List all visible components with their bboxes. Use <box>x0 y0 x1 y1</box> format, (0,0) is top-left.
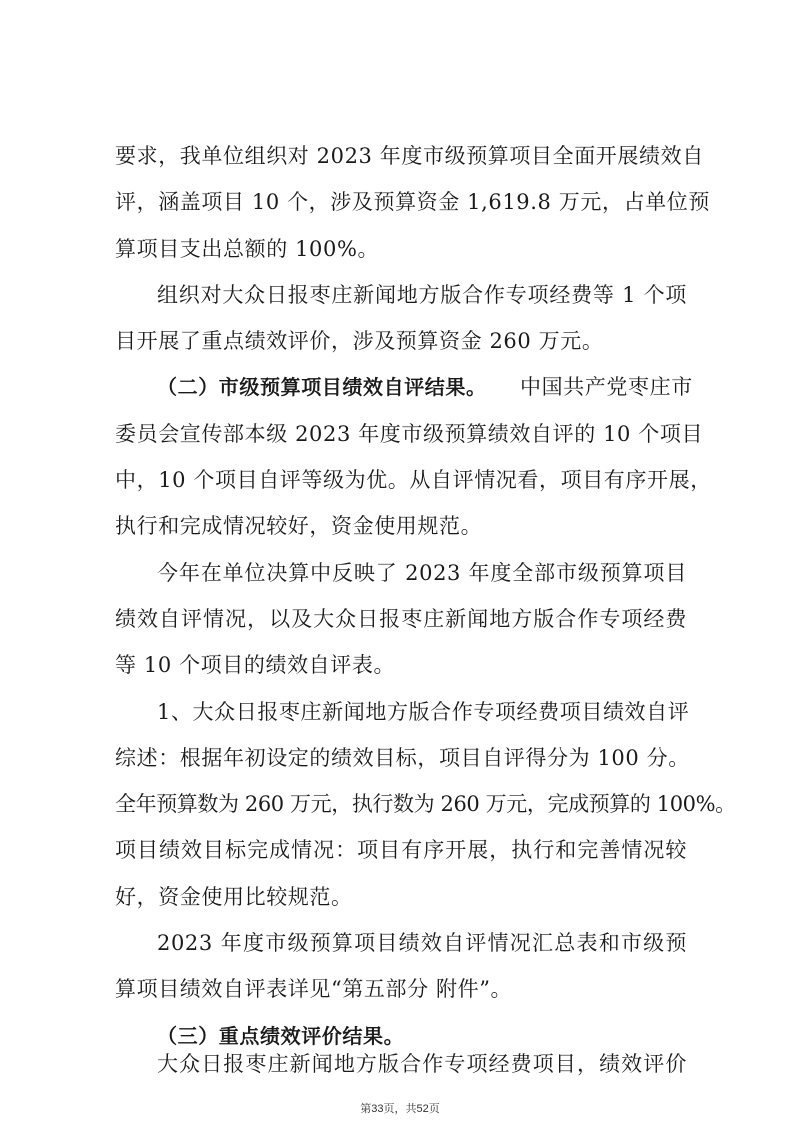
paragraph-line: 评，涵盖项目 10 个，涉及预算资金 1,619.8 万元，占单位预 <box>115 190 710 215</box>
paragraph-line: 委员会宣传部本级 2023 年度市级预算绩效自评的 10 个项目 <box>115 421 704 446</box>
paragraph-line: 目开展了重点绩效评价，涉及预算资金 260 万元。 <box>115 329 604 354</box>
paragraph-line: 今年在单位决算中反映了 2023 年度全部市级预算项目 <box>157 560 687 585</box>
section-heading: （三）重点绩效评价结果。 <box>157 1023 405 1048</box>
paragraph-line: 1、大众日报枣庄新闻地方版合作专项经费项目绩效自评 <box>157 699 690 724</box>
paragraph-line: 组织对大众日报枣庄新闻地方版合作专项经费等 1 个项 <box>157 282 687 307</box>
paragraph-line: 算项目支出总额的 100%。 <box>115 236 380 261</box>
paragraph-line: 绩效自评情况，以及大众日报枣庄新闻地方版合作专项经费 <box>115 606 687 631</box>
paragraph-line: 2023 年度市级预算项目绩效自评情况汇总表和市级预 <box>157 931 687 955</box>
paragraph-line: 综述：根据年初设定的绩效目标，项目自评得分为 100 分。 <box>115 745 690 770</box>
paragraph-line: 执行和完成情况较好，资金使用规范。 <box>115 514 483 539</box>
section-heading: （二）市级预算项目绩效自评结果。 <box>157 375 487 400</box>
paragraph-line: 全年预算数为 260 万元，执行数为 260 万元，完成预算的 100%。 <box>115 792 736 817</box>
paragraph-line: 要求，我单位组织对 2023 年度市级预算项目全面开展绩效自 <box>115 144 704 168</box>
paragraph-line: 中，10 个项目自评等级为优。从自评情况看，项目有序开展， <box>115 468 712 493</box>
paragraph-line: 好，资金使用比较规范。 <box>115 884 353 909</box>
paragraph-line: 中国共产党枣庄市 <box>520 375 693 400</box>
paragraph-line: 项目绩效目标完成情况：项目有序开展，执行和完善情况较 <box>115 838 687 863</box>
page-footer: 第33页，共52页 <box>360 1103 440 1115</box>
paragraph-line: 大众日报枣庄新闻地方版合作专项经费项目，绩效评价 <box>157 1052 687 1077</box>
paragraph-line: 算项目绩效自评表详见“第五部分 附件”。 <box>115 977 513 1002</box>
paragraph-line: 等 10 个项目的绩效自评表。 <box>115 653 396 678</box>
